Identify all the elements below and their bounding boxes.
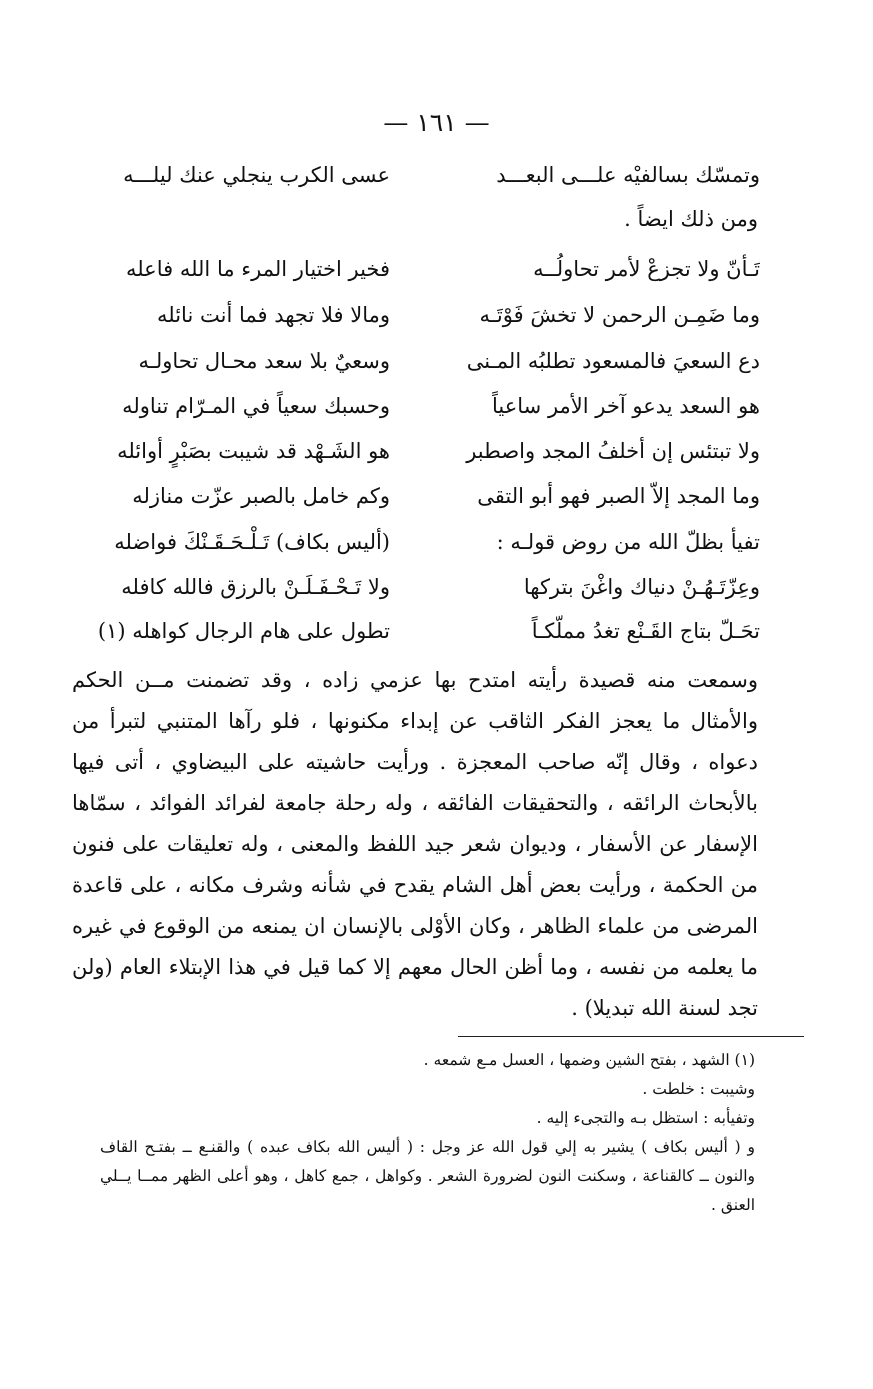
verse-line (90, 389, 760, 423)
verse-first-hemistich: تحَـلّ بتاج القَـنْع تغدُ مملّكـاً (531, 619, 760, 643)
verse-second-hemistich: وحسبك سعياً في المـرّام تناوله (122, 394, 390, 418)
opening-verse (90, 158, 760, 192)
verse-line (90, 252, 760, 286)
intro-line: ومن ذلك ايضاً . (624, 207, 758, 231)
prose-paragraph: وسمعت منه قصيدة رأيته امتدح بها عزمي زاده ، وقد تضمنت مــن الحكم والأمثال ما يعجز الفكر الثاقب عن إبداء مكنونها ، فلو رآها المتنبي لتبرأ من دعواه ، وقال إنّه صاحب المعجزة . ورأيت حاشيته على البيضاوي ، أتى فيها بالأبحاث الرائقه ، والتحقيقات الفائقه ، وله رحلة جامعة لفرائد الفوائد ، سمّاها الإسفار عن الأسفار ، وديوان شعر جيد اللفظ والمعنى ، وله تعليقات على فنون من الحكمة ، ورأيت بعض أهل الشام يقدح في شأنه وشرف مكانه ، على قاعدة المرضى من علماء الظاهر ، وكان الأوْلى بالإنسان ان يمنعه من الوقوع في غيره ما يعلمه من نفسه ، وما أظن الحال معهم إلا كما قيل في هذا الإبتلاء العام (ولن تجد لسنة الله تبديلا) . (72, 668, 758, 1020)
verse-second-hemistich: وكم خامل بالصبر عزّت منازله (132, 484, 390, 508)
verse-line (90, 298, 760, 332)
page-number: — ١٦١ — (383, 108, 490, 137)
verse-first-hemistich: تفيأ بظلّ الله من روض قولـه : (496, 530, 760, 554)
verse-first-hemistich: وما ضَمِـن الرحمن لا تخشَ فَوْتَـه (479, 303, 760, 327)
verse-line (90, 434, 760, 468)
verse-first-hemistich: وتمسّك بسالفيْه علـــى البعـــد (496, 163, 760, 187)
verse-first-hemistich: وما المجد إلاّ الصبر فهو أبو التقى (477, 484, 760, 508)
verse-line (90, 570, 760, 604)
verse-first-hemistich: دع السعيَ فالمسعود تطلبُه المـنى (466, 349, 760, 373)
verse-second-hemistich: وسعيٌ بلا سعد محـال تحاولـه (138, 349, 390, 373)
verse-second-hemistich: (أليس بكاف) تَـلْـحَـقَـنْكَ فواضله (114, 530, 390, 554)
footnotes (100, 1046, 755, 1220)
verse-line (90, 479, 760, 513)
footnote: وشيبت : خلطت . (642, 1080, 755, 1098)
verse-first-hemistich: هو السعد يدعو آخر الأمر ساعياً (492, 394, 760, 418)
verse-second-hemistich: ومالا فلا تجهد فما أنت نائله (157, 303, 390, 327)
verse-first-hemistich: ولا تبتئس إن أخلفُ المجد واصطبر (466, 439, 760, 463)
verse-line (90, 614, 760, 648)
footnote-divider (458, 1036, 804, 1037)
verse-second-hemistich: عسى الكرب ينجلي عنك ليلـــه (123, 163, 390, 187)
footnote: و ( أليس بكاف ) يشير به إلي قول الله عز وجل : ( أليس الله بكاف عبده ) والقنـع ــ بفتـح القاف والنون ــ كالقناعة ، وسكنت النون لضرورة الشعر . وكواهل ، جمع كاهل ، وهو أعلى الظهر ممــا يــلي العنق . (100, 1138, 755, 1214)
verse-line (90, 525, 760, 559)
verse-second-hemistich: تطول على هام الرجال كواهله (١) (97, 619, 390, 643)
verse-line (90, 344, 760, 378)
verse-second-hemistich: ولا تَـحْـفَـلَـنْ بالرزق فالله كافله (121, 575, 390, 599)
verse-second-hemistich: هو الشَـهْد قد شيبت بصَبْرٍ أوائله (117, 439, 390, 463)
verse-first-hemistich: وعِزّتَـهُـنْ دنياك واغْنَ بتركها (523, 575, 760, 599)
footnote: (١) الشهد ، بفتح الشين وضمها ، العسل مـع شمعه . (423, 1051, 755, 1069)
footnote: وتفيأبه : استظل بـه والتجىء إليه . (536, 1109, 755, 1127)
verse-second-hemistich: فخير اختيار المرء ما الله فاعله (125, 257, 390, 281)
verse-first-hemistich: تَـأنّ ولا تجزعْ لأمر تحاولُــه (533, 257, 760, 281)
